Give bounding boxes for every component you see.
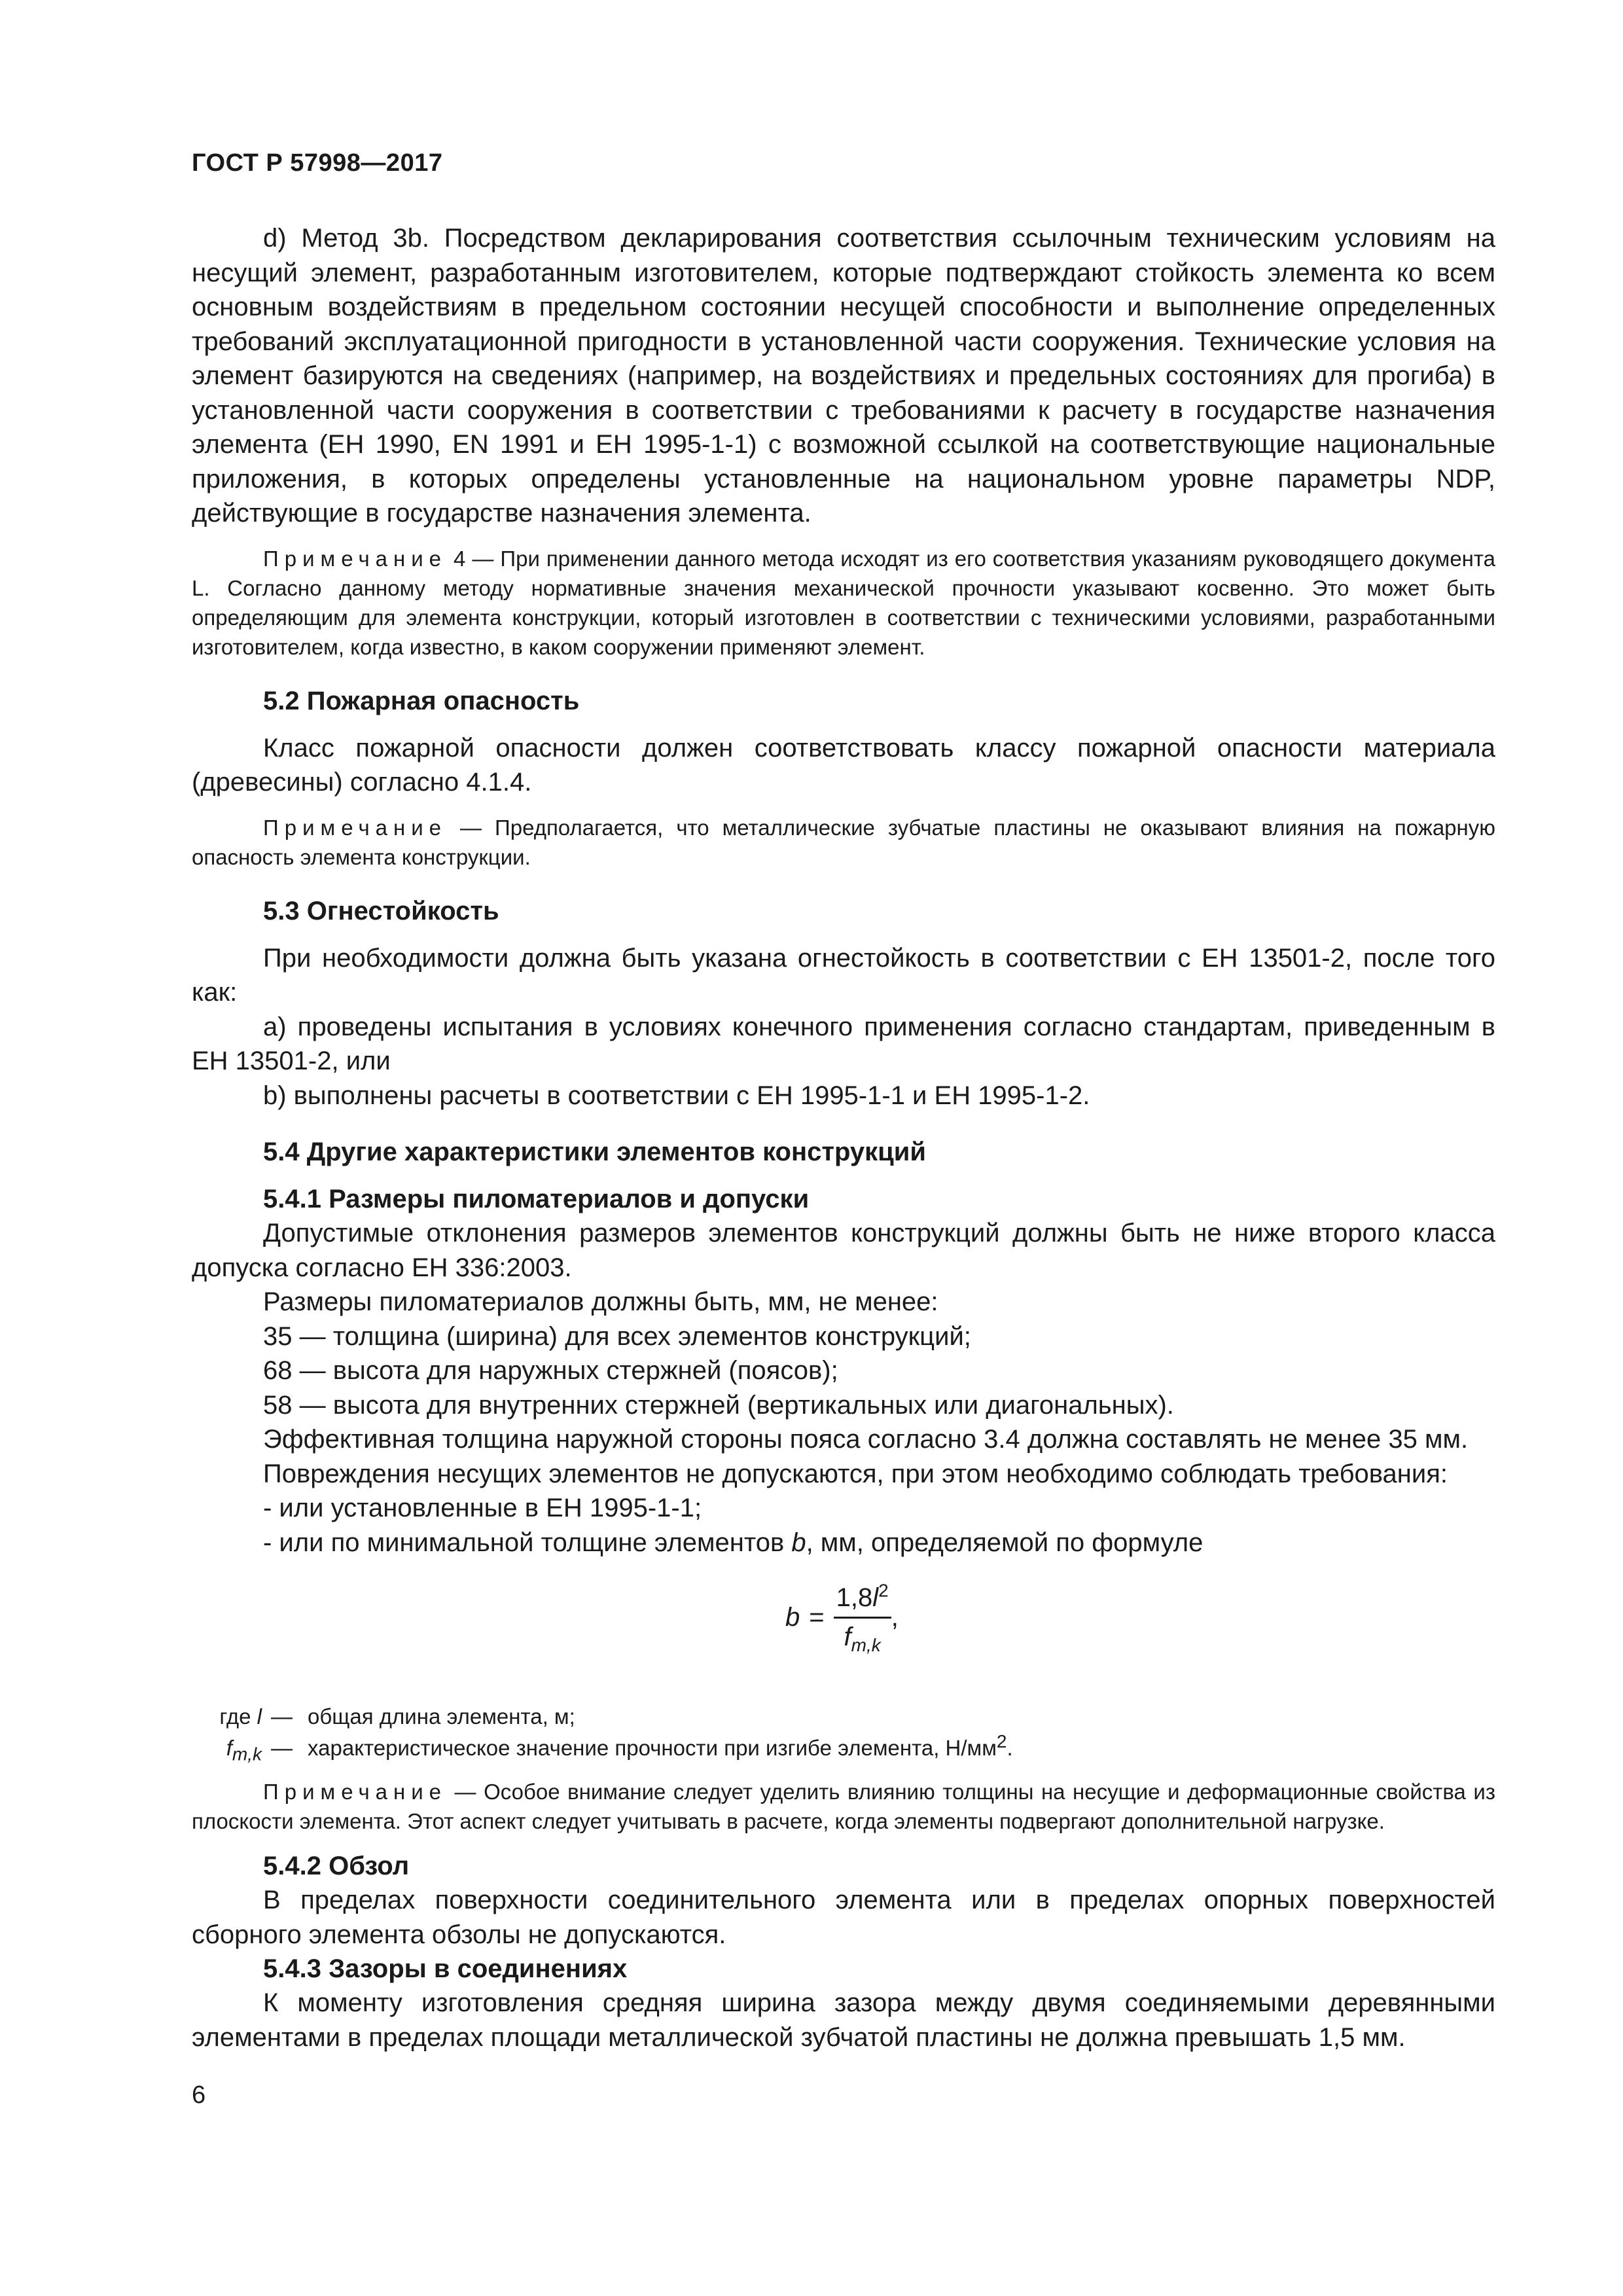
formula-trailing-comma: , bbox=[891, 1603, 899, 1632]
definition-symbol bbox=[192, 1701, 271, 1732]
page-number: 6 bbox=[192, 2081, 206, 2109]
numerator-variable: l bbox=[872, 1583, 879, 1612]
fire-resistance-paragraph: При необходимости должна быть указана огнестойкость в соответствии с ЕН 13501-2, после того как: bbox=[192, 943, 1495, 1007]
method-d-paragraph: d) Метод 3b. Посредством декларирования соответствия ссылочным техническим условиям на несущий элемент, разработанным изготовителем, которые подтверждают стойкость элемента ко всем основным воздействиям в предельном состоянии несущей способности и выполнение определенных требований эксплуатационной пригодности в установленной части сооружения. Технические условия на элемент базируются на сведениях (например, на воздействиях и предельных состояниях для прогиба) в установленной части сооружения в соответствии с требованиями к расчету в государстве назначения элемента (ЕН 1990, EN 1991 и ЕН 1995-1-1) с возможной ссылкой на соответствующие национальные приложения, в которых определены установленные на национальном уровне параметры NDP, действующие в государстве назначения элемента. bbox=[192, 224, 1495, 528]
numerator-exponent: 2 bbox=[878, 1580, 889, 1601]
denominator-subscript: m,k bbox=[851, 1635, 881, 1655]
dimension-item: 58 — высота для внутренних стержней (вертикальных или диагональных). bbox=[263, 1390, 1174, 1420]
effective-thickness-paragraph: Эффективная толщина наружной стороны пояса согласно 3.4 должна составлять не менее 35 мм. bbox=[263, 1425, 1469, 1454]
lumber-size-intro: Размеры пиломатериалов должны быть, мм, не менее: bbox=[263, 1287, 938, 1316]
definition-row-l bbox=[192, 1701, 1495, 1732]
formula-numerator bbox=[834, 1580, 891, 1617]
heading-5-3: 5.3 Огнестойкость bbox=[263, 896, 499, 925]
formula-block bbox=[192, 1577, 1495, 1698]
wane-paragraph: В пределах поверхности соединительного элемента или в пределах опорных поверхностей сборного элемента обзолы не допускаются. bbox=[192, 1886, 1495, 1949]
formula-denominator bbox=[844, 1619, 881, 1655]
fire-hazard-paragraph: Класс пожарной опасности должен соответствовать классу пожарной опасности материала (древесины) согласно 4.1.4. bbox=[192, 733, 1495, 797]
formula-equals: = bbox=[809, 1603, 825, 1632]
note-fire-hazard-text: — Предполагается, что металлические зубчатые пластины не оказывают влияния на пожарную опасность элемента конструкции. bbox=[192, 815, 1495, 869]
page-header-standard-code: ГОСТ Р 57998—2017 bbox=[192, 149, 443, 177]
formula-lhs: b bbox=[785, 1603, 800, 1632]
heading-5-2: 5.2 Пожарная опасность bbox=[263, 686, 580, 715]
note-fire-hazard-label: Примечание bbox=[263, 815, 448, 840]
dimension-item: 35 — толщина (ширина) для всех элементов конструкций; bbox=[263, 1321, 971, 1351]
heading-5-4: 5.4 Другие характеристики элементов конструкций bbox=[263, 1138, 926, 1166]
fire-resistance-item-a: а) проведены испытания в условиях конечного применения согласно стандартам, приведенным в ЕН 13501-2, или bbox=[192, 1012, 1495, 1075]
symbol-f-subscript: m,k bbox=[232, 1744, 262, 1765]
heading-5-4-2: 5.4.2 Обзол bbox=[263, 1852, 410, 1880]
unit-superscript: 2 bbox=[996, 1731, 1007, 1751]
definition-dash: — bbox=[271, 1704, 293, 1729]
definition-end: . bbox=[1007, 1736, 1013, 1760]
requirement-item-1: - или установленные в ЕН 1995-1-1; bbox=[263, 1494, 702, 1522]
requirement-item-2-post: , мм, определяемой по формуле bbox=[806, 1528, 1204, 1557]
heading-5-4-3: 5.4.3 Зазоры в соединениях bbox=[263, 1954, 628, 1983]
thickness-formula bbox=[785, 1580, 899, 1655]
symbol-l: l bbox=[257, 1704, 262, 1729]
heading-5-4-1: 5.4.1 Размеры пиломатериалов и допуски bbox=[263, 1185, 810, 1213]
note-4 bbox=[192, 544, 1495, 662]
symbol-f: f bbox=[226, 1736, 232, 1760]
definition-prefix: где bbox=[219, 1704, 257, 1729]
tolerance-paragraph: Допустимые отклонения размеров элементов конструкций должны быть не ниже второго класса допуска согласно ЕН 336:2003. bbox=[192, 1219, 1495, 1282]
variable-definitions bbox=[192, 1701, 1495, 1764]
numerator-coefficient: 1,8 bbox=[836, 1583, 873, 1612]
variable-b: b bbox=[791, 1528, 806, 1557]
fire-resistance-item-b: b) выполнены расчеты в соответствии с ЕН 1995-1-1 и ЕН 1995-1-2. bbox=[263, 1081, 1090, 1110]
note-4-label: Примечание bbox=[263, 546, 448, 571]
definition-symbol bbox=[192, 1732, 271, 1764]
definition-row-f bbox=[192, 1732, 1495, 1764]
formula-fraction bbox=[834, 1580, 891, 1655]
definition-text: характеристическое значение прочности при изгибе элемента, Н/мм bbox=[308, 1736, 997, 1760]
denominator-variable: f bbox=[844, 1623, 851, 1651]
note-fire-hazard bbox=[192, 813, 1495, 872]
note-thickness-label: Примечание bbox=[263, 1780, 448, 1804]
dimension-item: 68 — высота для наружных стержней (поясов); bbox=[263, 1356, 838, 1385]
note-4-text: 4 — При применении данного метода исходят из его соответствия указаниям руководящего документа L. Согласно данному методу нормативные значения механической прочности указывают косвенно. Это может быть определяющим для элемента конструкции, который изготовлен в соответствии с техническими условиями, разработанными изготовителем, когда известно, в каком сооружении применяют элемент. bbox=[192, 546, 1495, 659]
note-thickness bbox=[192, 1777, 1495, 1836]
requirement-item-2 bbox=[192, 1526, 1495, 1560]
gaps-paragraph: К моменту изготовления средняя ширина зазора между двумя соединяемыми деревянными элементами в пределах площади металлической зубчатой пластины не должна превышать 1,5 мм. bbox=[192, 1988, 1495, 2052]
definition-text: общая длина элемента, м; bbox=[308, 1704, 575, 1729]
definition-dash: — bbox=[271, 1736, 293, 1760]
definition-text-wrap bbox=[308, 1732, 1013, 1764]
damage-requirements-paragraph: Повреждения несущих элементов не допускаются, при этом необходимо соблюдать требования: bbox=[263, 1459, 1448, 1488]
note-thickness-text: — Особое внимание следует уделить влиянию толщины на несущие и деформационные свойства из плоскости элемента. Этот аспект следует учитывать в расчете, когда элементы подвергают дополнительной нагрузке. bbox=[192, 1780, 1495, 1833]
page-content bbox=[192, 221, 1495, 2054]
requirement-item-2-pre: - или по минимальной толщине элементов bbox=[263, 1528, 792, 1557]
